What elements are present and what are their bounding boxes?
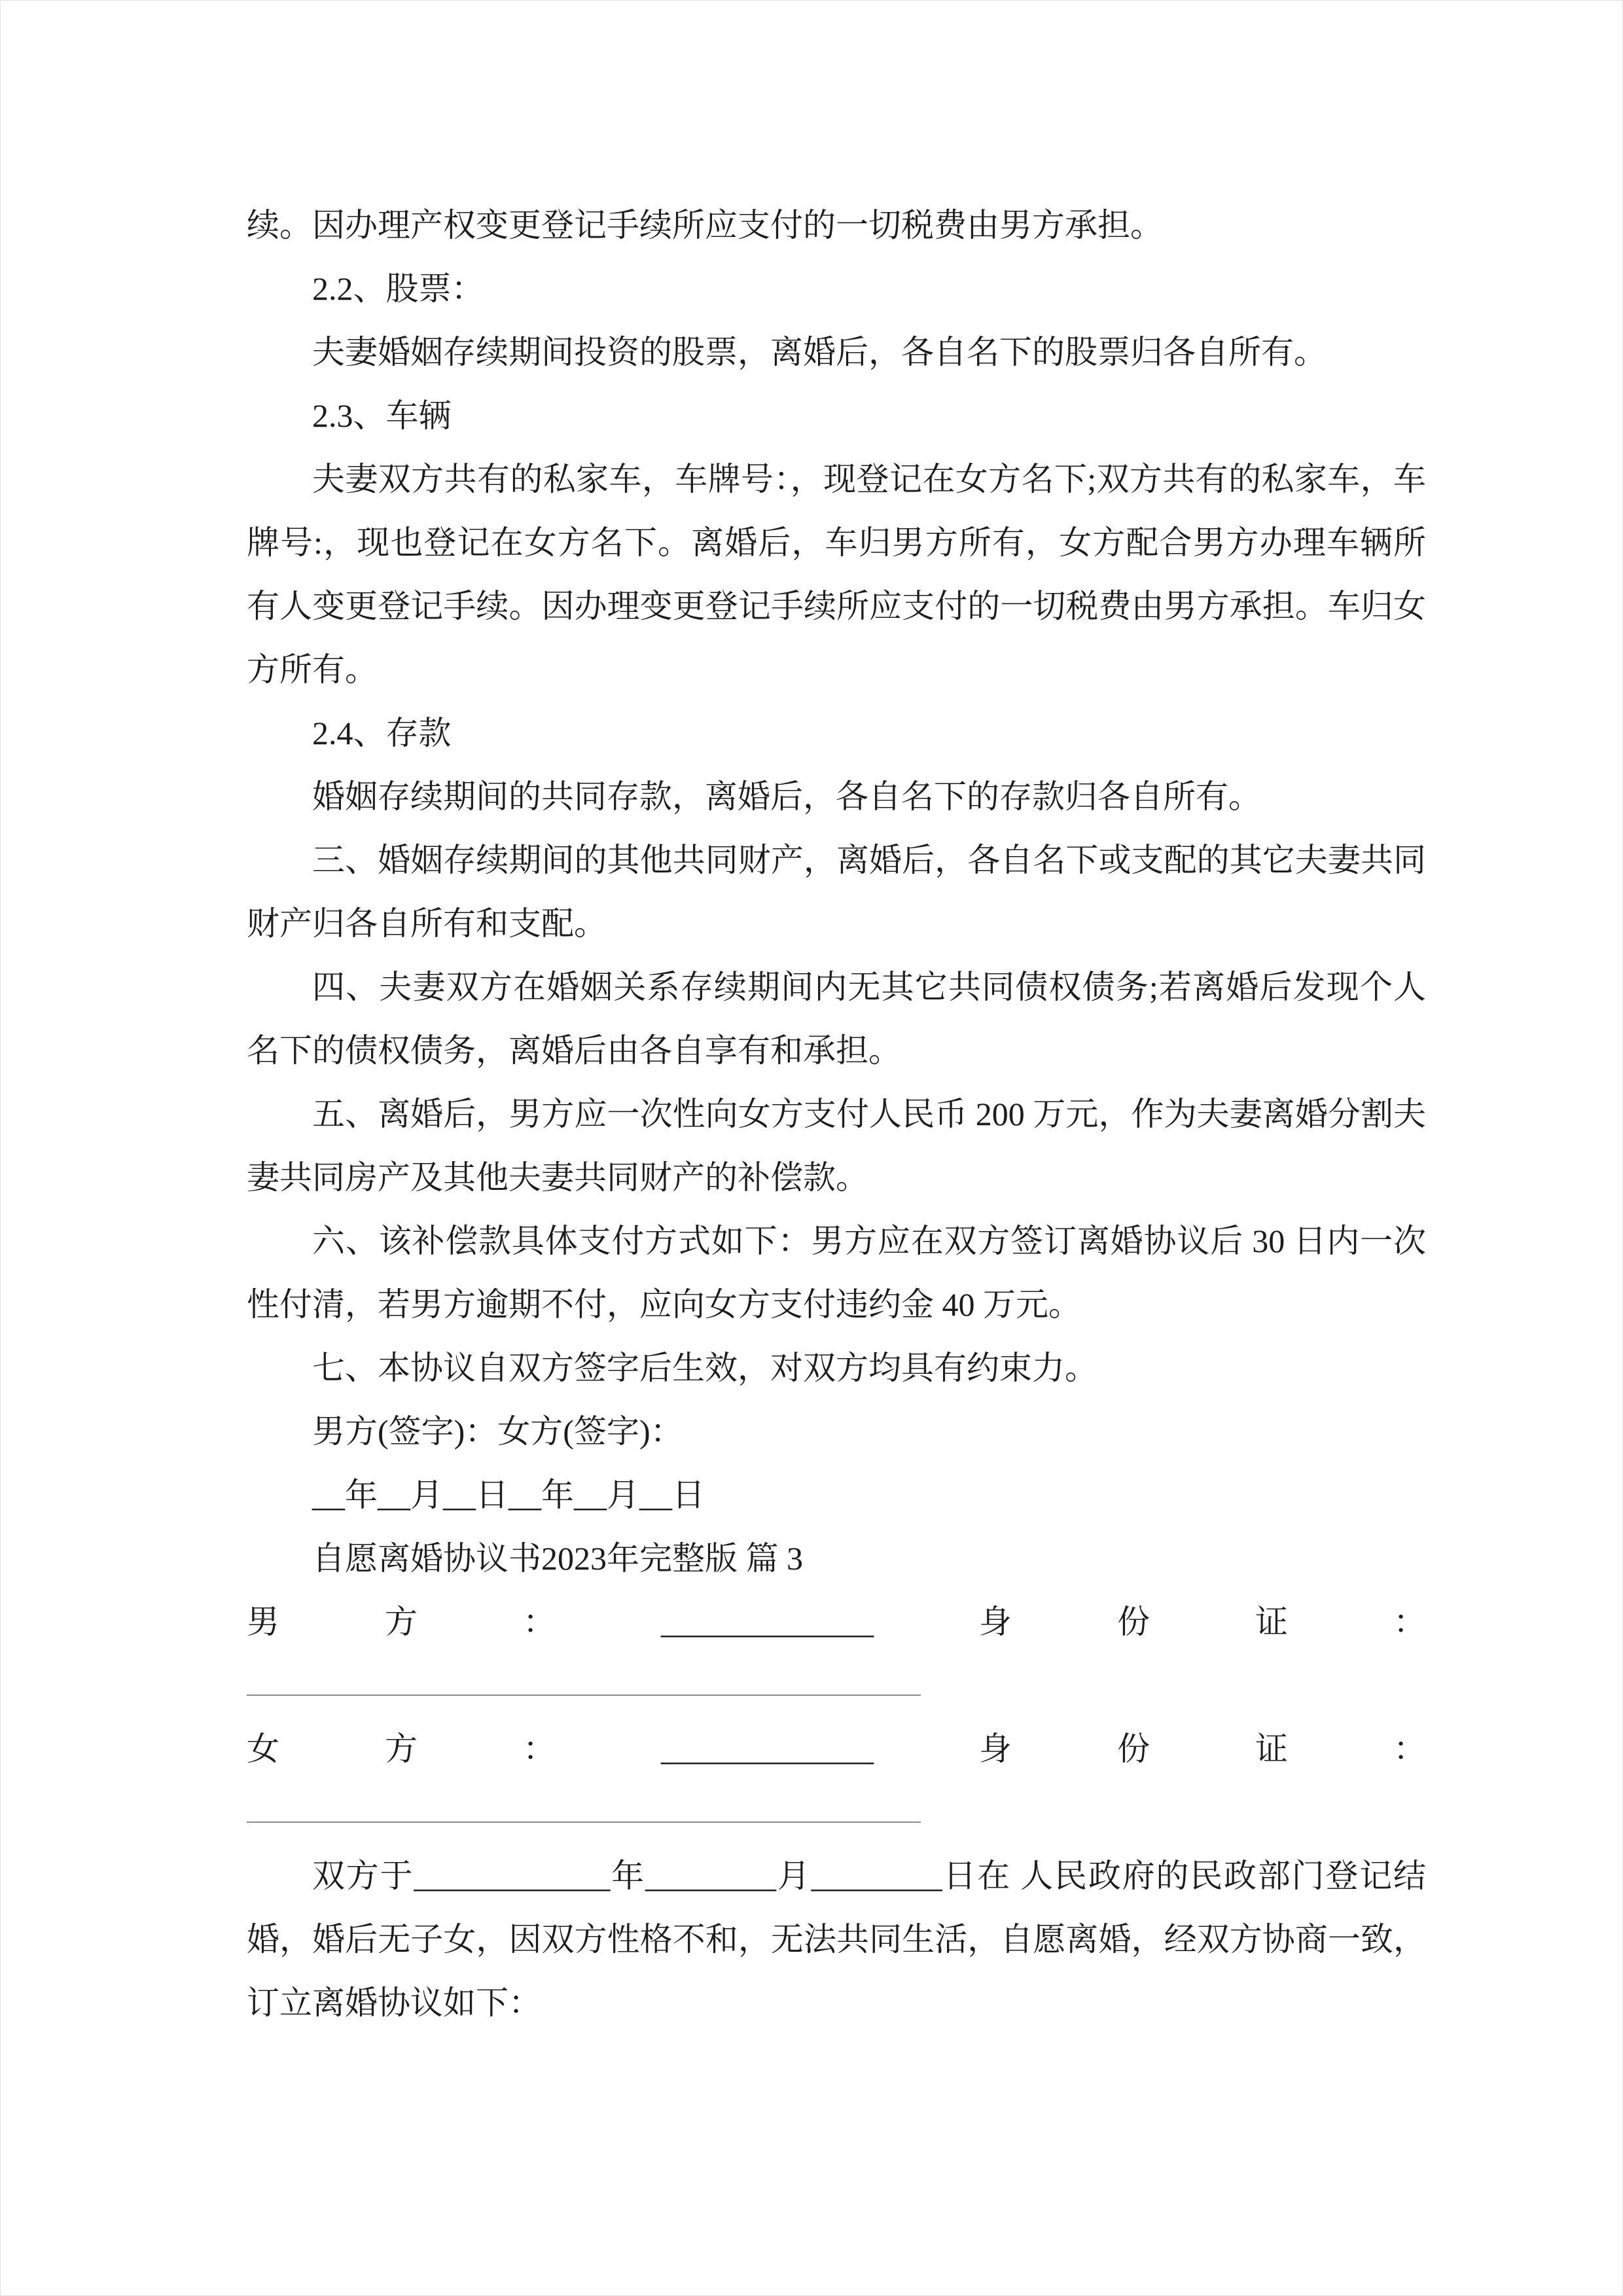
blank-rule — [247, 1654, 921, 1696]
paragraph-continuation: 续。因办理产权变更登记手续所应支付的一切税费由男方承担。 — [247, 207, 1163, 243]
clause-4: 四、夫妻双方在婚姻关系存续期间内无其它共同债权债务;若离婚后发现个人名下的债权债务，离婚后由各自享有和承担。 — [247, 969, 1426, 1069]
blank-rule — [247, 1781, 921, 1823]
section-title-part-3: 自愿离婚协议书2023年完整版 篇 3 — [312, 1540, 803, 1577]
husband-blank-underline — [247, 1654, 1426, 1717]
clause-5: 五、离婚后，男方应一次性向女方支付人民币 200 万元，作为夫妻离婚分割夫妻共同房产及其他夫妻共同财产的补偿款。 — [247, 1096, 1426, 1196]
date-blanks-line: __年__月__日__年__月__日 — [312, 1477, 705, 1513]
husband-identity-row: 男方：_____________身份证： — [247, 1604, 1426, 1640]
document-body — [247, 194, 1426, 2035]
clause-3: 三、婚姻存续期间的其他共同财产，离婚后，各自名下或支配的其它夫妻共同财产归各自所有和支配。 — [247, 842, 1426, 942]
clause-2-3-heading: 2.3、车辆 — [312, 397, 452, 434]
clause-2-2-body: 夫妻婚姻存续期间投资的股票，离婚后，各自名下的股票归各自所有。 — [312, 334, 1327, 370]
signature-labels-line: 男方(签字)：女方(签字)： — [312, 1413, 683, 1450]
wife-blank-underline — [247, 1781, 1426, 1844]
clause-2-4-body: 婚姻存续期间的共同存款，离婚后，各自名下的存款归各自所有。 — [312, 778, 1261, 815]
clause-2-4-heading: 2.4、存款 — [312, 715, 452, 751]
clause-6: 六、该补偿款具体支付方式如下：男方应在双方签订离婚协议后 30 日内一次性付清，若男方逾期不付，应向女方支付违约金 40 万元。 — [247, 1223, 1426, 1323]
clause-2-3-body: 夫妻双方共有的私家车，车牌号：，现登记在女方名下;双方共有的私家车，车牌号:，现也登记在女方名下。离婚后，车归男方所有，女方配合男方办理车辆所有人变更登记手续。因办理变更登记手续所应支付的一切税费由男方承担。车归女方所有。 — [247, 461, 1426, 688]
clause-7: 七、本协议自双方签字后生效，对双方均具有约束力。 — [312, 1350, 1097, 1386]
clause-2-2-heading: 2.2、股票： — [312, 270, 484, 307]
wife-identity-row: 女方：_____________身份证： — [247, 1731, 1426, 1767]
registration-paragraph: 双方于____________年________月________日在 人民政府的民政部门登记结婚，婚后无子女，因双方性格不和，无法共同生活，自愿离婚，经双方协商一致，订立离婚协议如下： — [247, 1857, 1426, 2021]
